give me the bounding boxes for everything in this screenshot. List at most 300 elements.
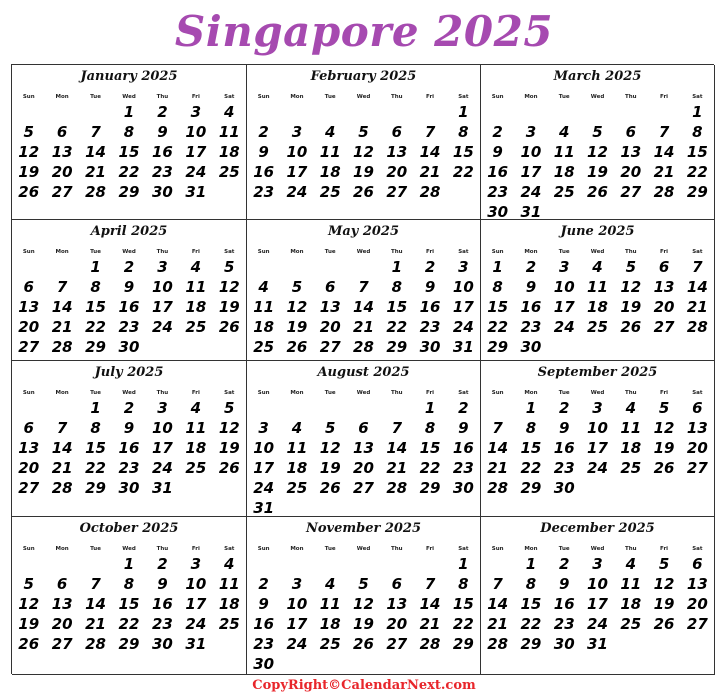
- day-number: 14: [51, 439, 73, 457]
- day-number: 23: [151, 615, 173, 633]
- day-number: 9: [123, 419, 135, 437]
- empty-day: [280, 398, 313, 418]
- day-number: 3: [190, 555, 202, 573]
- day-number: 10: [185, 123, 207, 141]
- weekday-header: [247, 247, 480, 257]
- day-number: 8: [692, 123, 703, 141]
- day-number: 22: [419, 459, 441, 477]
- weekday-label: Sat: [224, 94, 235, 100]
- day-number: 8: [424, 419, 436, 437]
- day-number: 7: [56, 419, 68, 437]
- weekday-label: Mon: [290, 94, 304, 100]
- weekday-label: Tue: [558, 249, 570, 255]
- day-number: 14: [653, 143, 675, 161]
- weekday-label: Wed: [356, 546, 371, 552]
- day-number: 9: [458, 419, 469, 437]
- month-june: [481, 220, 715, 361]
- day-number: 22: [452, 615, 474, 633]
- copyright-footer: CopyRight©CalendarNext.com: [252, 678, 476, 693]
- day-number: 17: [553, 298, 575, 316]
- day-number: 27: [686, 459, 708, 477]
- weekday-label: Sun: [22, 546, 35, 552]
- empty-day: [581, 102, 614, 122]
- weekday-label: Fri: [426, 390, 435, 396]
- day-number: 28: [487, 635, 509, 653]
- weekday-label: Wed: [122, 94, 136, 100]
- day-number: 11: [319, 143, 341, 161]
- weekday-label: Sun: [491, 390, 504, 396]
- weekday-label: Tue: [90, 390, 101, 396]
- weekday-label: Fri: [660, 94, 669, 100]
- day-number: 27: [18, 338, 40, 356]
- day-number: 22: [686, 163, 708, 181]
- empty-day: [347, 398, 380, 418]
- day-number: 19: [218, 439, 240, 457]
- weekday-label: Tue: [324, 390, 336, 396]
- weekday-header: [12, 247, 246, 257]
- day-number: 4: [625, 555, 636, 573]
- day-number: 14: [487, 439, 509, 457]
- day-number: 17: [185, 143, 207, 161]
- day-number: 6: [625, 123, 636, 141]
- day-number: 12: [18, 143, 40, 161]
- day-number: 5: [358, 575, 369, 593]
- weekday-label: Wed: [122, 390, 136, 396]
- day-number: 31: [452, 338, 474, 356]
- day-number: 5: [658, 555, 670, 573]
- day-number: 5: [324, 419, 336, 437]
- day-number: 1: [692, 103, 703, 121]
- day-number: 10: [286, 595, 308, 613]
- weekday-label: Tue: [558, 546, 570, 552]
- day-number: 12: [653, 419, 675, 437]
- day-number: 27: [18, 479, 40, 497]
- weekday-header: [12, 92, 246, 102]
- day-number: 8: [391, 278, 402, 296]
- weekday-label: Mon: [55, 249, 69, 255]
- month-title: July 2025: [94, 365, 164, 380]
- day-number: 22: [118, 615, 140, 633]
- day-number: 12: [18, 595, 40, 613]
- day-number: 27: [353, 479, 374, 497]
- day-number: 3: [592, 399, 603, 417]
- day-number: 27: [653, 318, 675, 336]
- day-number: 18: [253, 318, 275, 336]
- day-number: 4: [324, 123, 336, 141]
- empty-day: [280, 257, 313, 277]
- month-title: September 2025: [537, 365, 658, 380]
- day-number: 4: [258, 278, 269, 296]
- day-number: 29: [487, 338, 509, 356]
- day-number: 16: [151, 595, 173, 613]
- weekday-label: Wed: [590, 94, 605, 100]
- day-number: 24: [253, 479, 275, 497]
- empty-day: [12, 398, 45, 418]
- day-number: 20: [653, 298, 675, 316]
- day-number: 19: [18, 615, 40, 633]
- day-grid: [12, 554, 246, 654]
- calendar-grid: [11, 64, 714, 674]
- weekday-label: Mon: [524, 94, 538, 100]
- day-number: 23: [253, 635, 275, 653]
- day-number: 24: [286, 183, 308, 201]
- day-number: 27: [51, 183, 73, 201]
- day-number: 30: [553, 479, 575, 497]
- day-number: 24: [553, 318, 575, 336]
- day-number: 23: [118, 318, 140, 336]
- day-number: 21: [653, 163, 675, 181]
- day-number: 19: [18, 163, 40, 181]
- month-july: [12, 361, 247, 517]
- day-number: 14: [487, 595, 509, 613]
- day-number: 19: [653, 439, 675, 457]
- day-number: 30: [253, 655, 275, 673]
- weekday-label: Sat: [692, 390, 703, 396]
- day-number: 2: [558, 555, 570, 573]
- day-number: 27: [386, 635, 408, 653]
- day-number: 16: [118, 439, 140, 457]
- day-number: 25: [620, 459, 642, 477]
- day-number: 4: [190, 399, 202, 417]
- day-number: 9: [492, 143, 503, 161]
- day-number: 29: [419, 479, 441, 497]
- weekday-label: Fri: [660, 546, 669, 552]
- month-march: [481, 65, 715, 220]
- weekday-label: Sun: [257, 390, 270, 396]
- day-number: 30: [151, 635, 173, 653]
- day-number: 11: [587, 278, 608, 296]
- day-number: 25: [253, 338, 275, 356]
- day-number: 17: [253, 459, 275, 477]
- empty-day: [380, 398, 413, 418]
- day-number: 14: [51, 298, 73, 316]
- day-number: 13: [653, 278, 675, 296]
- weekday-label: Tue: [324, 546, 336, 552]
- weekday-label: Fri: [191, 390, 200, 396]
- weekday-label: Tue: [324, 94, 336, 100]
- day-number: 12: [286, 298, 308, 316]
- day-number: 3: [291, 575, 303, 593]
- day-number: 7: [658, 123, 670, 141]
- day-number: 30: [520, 338, 542, 356]
- day-number: 18: [319, 163, 341, 181]
- weekday-label: Mon: [290, 249, 304, 255]
- day-number: 19: [587, 163, 608, 181]
- weekday-label: Tue: [324, 249, 336, 255]
- day-number: 21: [487, 459, 509, 477]
- day-number: 12: [353, 143, 374, 161]
- empty-day: [45, 398, 78, 418]
- day-number: 20: [620, 163, 642, 181]
- day-number: 1: [458, 555, 469, 573]
- day-number: 13: [386, 595, 408, 613]
- day-number: 29: [452, 635, 474, 653]
- day-number: 30: [419, 338, 441, 356]
- day-number: 1: [424, 399, 436, 417]
- weekday-label: Sat: [224, 390, 235, 396]
- weekday-header: [12, 544, 246, 554]
- day-number: 9: [424, 278, 436, 296]
- day-number: 28: [51, 338, 73, 356]
- day-number: 6: [324, 278, 336, 296]
- day-number: 7: [90, 123, 101, 141]
- weekday-label: Fri: [426, 94, 435, 100]
- empty-day: [45, 257, 78, 277]
- day-number: 10: [286, 143, 308, 161]
- day-number: 9: [157, 123, 168, 141]
- day-number: 14: [85, 143, 106, 161]
- empty-day: [314, 102, 347, 122]
- day-number: 13: [686, 419, 708, 437]
- weekday-label: Wed: [590, 390, 605, 396]
- day-number: 27: [386, 183, 408, 201]
- day-number: 16: [118, 298, 140, 316]
- day-number: 10: [452, 278, 474, 296]
- day-number: 9: [157, 575, 168, 593]
- day-number: 12: [353, 595, 374, 613]
- day-number: 10: [587, 419, 608, 437]
- day-number: 3: [558, 258, 570, 276]
- day-number: 15: [118, 143, 140, 161]
- day-number: 30: [487, 203, 509, 220]
- day-number: 18: [620, 439, 642, 457]
- day-number: 2: [123, 258, 135, 276]
- day-number: 24: [587, 459, 608, 477]
- day-number: 27: [620, 183, 642, 201]
- weekday-label: Sun: [257, 249, 270, 255]
- day-number: 14: [419, 595, 441, 613]
- day-number: 21: [353, 318, 374, 336]
- day-number: 17: [587, 439, 608, 457]
- day-number: 10: [553, 278, 575, 296]
- day-number: 20: [686, 439, 708, 457]
- day-number: 9: [525, 278, 537, 296]
- day-number: 20: [386, 615, 408, 633]
- day-number: 4: [592, 258, 603, 276]
- empty-day: [45, 554, 78, 574]
- day-number: 4: [291, 419, 303, 437]
- day-number: 26: [653, 459, 675, 477]
- empty-day: [481, 102, 514, 122]
- day-number: 1: [458, 103, 469, 121]
- empty-day: [280, 554, 313, 574]
- day-number: 17: [520, 163, 542, 181]
- day-number: 31: [185, 635, 207, 653]
- empty-day: [45, 102, 78, 122]
- day-number: 24: [452, 318, 474, 336]
- day-number: 16: [520, 298, 542, 316]
- day-number: 2: [424, 258, 436, 276]
- day-number: 6: [658, 258, 670, 276]
- day-number: 17: [587, 595, 608, 613]
- day-number: 20: [18, 459, 40, 477]
- day-number: 28: [653, 183, 675, 201]
- empty-day: [413, 102, 446, 122]
- day-number: 23: [151, 163, 173, 181]
- day-number: 31: [185, 183, 207, 201]
- weekday-label: Thu: [624, 390, 637, 396]
- day-number: 21: [51, 318, 73, 336]
- day-number: 7: [424, 575, 436, 593]
- day-number: 31: [520, 203, 542, 220]
- day-number: 16: [553, 595, 575, 613]
- weekday-label: Fri: [191, 546, 200, 552]
- day-number: 25: [218, 163, 240, 181]
- weekday-header: [481, 388, 714, 398]
- day-number: 7: [492, 575, 503, 593]
- day-number: 19: [319, 459, 341, 477]
- day-number: 17: [185, 595, 207, 613]
- day-number: 29: [520, 635, 542, 653]
- month-title: June 2025: [560, 224, 635, 239]
- day-number: 1: [123, 555, 135, 573]
- day-number: 29: [118, 635, 140, 653]
- day-number: 29: [686, 183, 708, 201]
- weekday-label: Sun: [491, 94, 504, 100]
- day-number: 19: [353, 615, 374, 633]
- day-number: 14: [419, 143, 441, 161]
- weekday-label: Sun: [22, 249, 35, 255]
- day-number: 5: [23, 123, 34, 141]
- day-number: 28: [419, 183, 441, 201]
- weekday-label: Wed: [122, 249, 136, 255]
- weekday-header: [247, 92, 480, 102]
- weekday-label: Thu: [390, 390, 403, 396]
- day-number: 25: [319, 635, 341, 653]
- day-number: 13: [620, 143, 642, 161]
- day-number: 18: [185, 298, 207, 316]
- day-number: 2: [492, 123, 503, 141]
- day-number: 12: [653, 575, 675, 593]
- day-number: 31: [151, 479, 173, 497]
- day-number: 29: [85, 338, 106, 356]
- day-number: 21: [386, 459, 408, 477]
- day-number: 23: [487, 183, 509, 201]
- empty-day: [347, 257, 380, 277]
- month-title: December 2025: [540, 521, 655, 536]
- day-number: 4: [625, 399, 636, 417]
- empty-day: [514, 102, 547, 122]
- day-number: 28: [85, 183, 106, 201]
- day-number: 11: [553, 143, 575, 161]
- day-number: 5: [23, 575, 34, 593]
- weekday-label: Mon: [55, 546, 69, 552]
- day-number: 8: [458, 575, 469, 593]
- day-number: 11: [185, 419, 207, 437]
- day-number: 3: [458, 258, 469, 276]
- day-number: 8: [458, 123, 469, 141]
- day-number: 5: [224, 258, 235, 276]
- month-title: August 2025: [317, 365, 410, 380]
- day-number: 22: [118, 163, 140, 181]
- day-number: 15: [85, 298, 106, 316]
- day-number: 22: [85, 459, 106, 477]
- day-number: 3: [291, 123, 303, 141]
- day-number: 4: [224, 555, 235, 573]
- day-number: 22: [386, 318, 408, 336]
- empty-day: [481, 554, 514, 574]
- day-number: 13: [353, 439, 374, 457]
- day-number: 2: [258, 123, 269, 141]
- weekday-label: Thu: [390, 546, 403, 552]
- day-number: 2: [458, 399, 469, 417]
- day-number: 3: [592, 555, 603, 573]
- weekday-label: Sun: [257, 546, 270, 552]
- day-number: 3: [258, 419, 269, 437]
- day-number: 20: [353, 459, 374, 477]
- empty-day: [247, 398, 280, 418]
- day-number: 8: [525, 419, 537, 437]
- day-number: 26: [218, 318, 240, 336]
- day-number: 26: [319, 479, 341, 497]
- day-number: 5: [291, 278, 303, 296]
- weekday-label: Thu: [156, 546, 169, 552]
- day-number: 27: [319, 338, 341, 356]
- day-grid: [12, 102, 246, 202]
- day-number: 13: [319, 298, 341, 316]
- day-number: 23: [553, 615, 575, 633]
- day-number: 6: [391, 575, 402, 593]
- weekday-header: [247, 544, 480, 554]
- day-number: 1: [123, 103, 135, 121]
- day-number: 14: [686, 278, 708, 296]
- empty-day: [247, 257, 280, 277]
- day-number: 2: [258, 575, 269, 593]
- day-number: 26: [587, 183, 608, 201]
- weekday-label: Wed: [590, 546, 605, 552]
- day-number: 25: [553, 183, 575, 201]
- day-grid: [12, 257, 246, 357]
- day-number: 25: [218, 615, 240, 633]
- day-number: 7: [692, 258, 703, 276]
- day-number: 15: [487, 298, 509, 316]
- weekday-label: Tue: [558, 390, 570, 396]
- day-number: 21: [686, 298, 708, 316]
- weekday-label: Thu: [156, 390, 169, 396]
- day-number: 9: [558, 575, 570, 593]
- day-number: 10: [253, 439, 275, 457]
- weekday-label: Sat: [458, 249, 469, 255]
- weekday-header: [12, 388, 246, 398]
- weekday-label: Wed: [122, 546, 136, 552]
- day-number: 21: [419, 163, 441, 181]
- weekday-header: [481, 92, 714, 102]
- day-number: 8: [525, 575, 537, 593]
- day-number: 11: [319, 595, 341, 613]
- month-title: April 2025: [90, 224, 168, 239]
- weekday-label: Mon: [524, 390, 538, 396]
- weekday-label: Fri: [426, 249, 435, 255]
- day-number: 22: [452, 163, 474, 181]
- weekday-label: Thu: [156, 94, 169, 100]
- day-number: 16: [151, 143, 173, 161]
- day-number: 1: [391, 258, 402, 276]
- day-number: 18: [286, 459, 308, 477]
- weekday-label: Sat: [458, 546, 469, 552]
- empty-day: [614, 102, 647, 122]
- day-number: 30: [452, 479, 474, 497]
- month-september: [481, 361, 715, 517]
- weekday-label: Sat: [224, 249, 235, 255]
- weekday-label: Mon: [524, 249, 538, 255]
- day-number: 20: [386, 163, 408, 181]
- day-number: 24: [520, 183, 542, 201]
- page-title: Singapore 2025: [174, 7, 554, 56]
- day-number: 7: [492, 419, 503, 437]
- month-may: [247, 220, 481, 361]
- day-number: 31: [253, 499, 275, 517]
- month-title: November 2025: [305, 521, 422, 536]
